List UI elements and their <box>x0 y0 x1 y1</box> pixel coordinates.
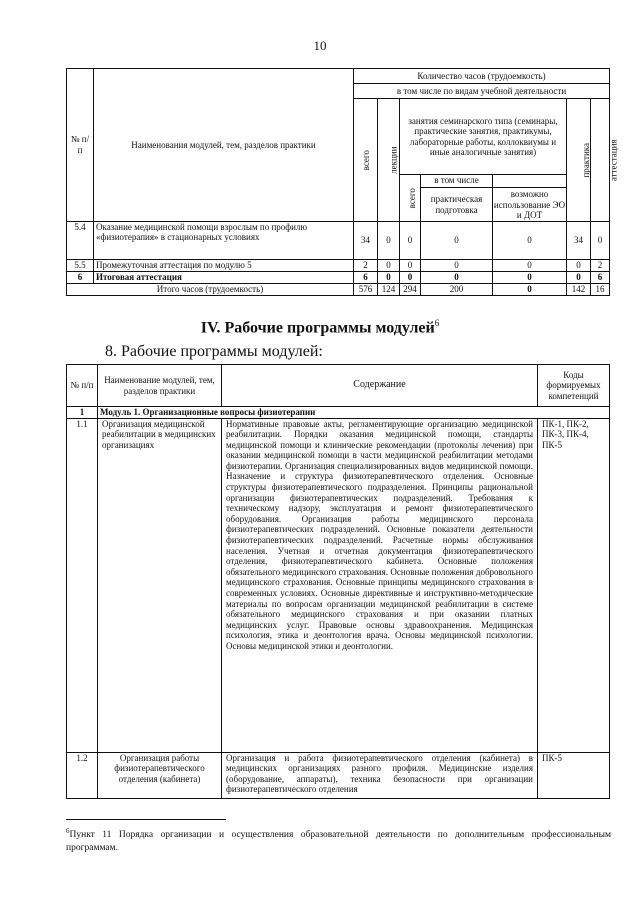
row-remote: 0 <box>493 221 567 259</box>
row-practical: 0 <box>421 221 493 259</box>
row-num: 5.5 <box>67 259 94 271</box>
module-row <box>67 407 610 419</box>
header-total-hours: Количество часов (трудоемкость) <box>354 69 610 84</box>
subheading: 8. Рабочие программы модулей: <box>105 343 323 360</box>
table-row <box>67 418 610 752</box>
module-num: 1 <box>67 407 98 419</box>
footnote-divider <box>66 819 226 820</box>
header-including: в том числе <box>421 175 492 188</box>
modules-header-codes: Коды формируемых компетенций <box>538 365 610 407</box>
row-num: 1.1 <box>67 418 98 752</box>
header-including-remote <box>493 175 567 222</box>
row-name: Организация медицинской реабилитации в медицинских организациях <box>98 418 222 752</box>
total-attestation: 16 <box>591 283 610 295</box>
table-row <box>67 259 610 271</box>
row-content: Нормативные правовые акты, регламентирующие организацию медицинской реабилитации. Порядки оказания медицинской помощи, стандарты медицинской помощи и клинические рекомендации (протоколы лечения) при оказании медицинской помощи в части медицинской реабилитации методами физиотерапии. Организация специализированных видов медицинской помощи. Назначение и структура физиотерапевтического отделения. Основные структуры физиотерапевтического подразделения. Принципы рациональной организации физиотерапевтических подразделений. Требования к техническому надзору, эксплуатация и ремонт физиотерапевтического оборудования. Организация работы медицинского персонала физиотерапевтических подразделений. Основные показатели деятельности физиотерапевтических подразделений. Расчетные нормы обслуживания населения. Учетная и отчетная документация физиотерапевтического отделения, физиотерапевтического кабинета. Основные положения обязательного медицинского страхования. Основные положения добровольного медицинского страхования. Основные принципы медицинского страхования в современных условиях. Основные директивные и инструктивно-методические материалы по вопросам организации медицинской реабилитации в системе обязательного медицинского страхования и при оказании платных медицинских услуг. Правовые основы здравоохранения. Медицинская психология, этика и деонтология врача. Основы медицинской психологии. Основы медицинской этики и деонтологии. <box>222 418 538 752</box>
row-total: 2 <box>354 259 378 271</box>
row-name: Итоговая аттестация <box>94 271 354 283</box>
row-attestation: 2 <box>591 259 610 271</box>
modules-table <box>66 364 610 799</box>
header-name: Наименования модулей, тем, разделов практики <box>94 69 354 222</box>
row-name: Оказание медицинской помощи взрослым по профилю «физиотерапия» в стационарных условиях <box>94 221 354 259</box>
row-practice: 0 <box>567 259 591 271</box>
hours-table <box>66 68 619 296</box>
total-lectures: 124 <box>378 283 400 295</box>
row-num: 6 <box>67 271 94 283</box>
table-row <box>67 271 610 283</box>
header-total: всего <box>354 99 378 222</box>
row-lectures: 0 <box>378 221 400 259</box>
total-practical: 200 <box>421 283 493 295</box>
row-num: 5.4 <box>67 221 94 259</box>
header-seminar-total: всего <box>400 175 421 222</box>
header-practice: практика <box>567 99 591 222</box>
row-practical: 0 <box>421 259 493 271</box>
table-row <box>67 752 610 798</box>
row-sem-total: 0 <box>400 221 421 259</box>
row-lectures: 0 <box>378 259 400 271</box>
row-practical: 0 <box>421 271 493 283</box>
header-seminar: занятия семинарского типа (семинары, практические занятия, практикумы, лабораторные работы, коллоквиумы и иные аналогичные занятия) <box>400 99 567 175</box>
row-remote: 0 <box>493 259 567 271</box>
modules-header-num: № п/п <box>67 365 98 407</box>
row-lectures: 0 <box>378 271 400 283</box>
total-practice: 142 <box>567 283 591 295</box>
row-num: 1.2 <box>67 752 98 798</box>
row-total: 6 <box>354 271 378 283</box>
total-remote: 0 <box>493 283 567 295</box>
row-content: Организация и работа физиотерапевтического отделения (кабинета) в медицинских организациях разного профиля. Медицинские изделия (оборудование, аппараты), техника безопасности при организации физиотерапевтического отделения <box>222 752 538 798</box>
row-name: Промежуточная аттестация по модулю 5 <box>94 259 354 271</box>
modules-header-name: Наименование модулей, тем, разделов практики <box>98 365 222 407</box>
row-practice: 0 <box>567 271 591 283</box>
header-practical-training: практическая подготовка <box>430 194 483 215</box>
header-remote: возможно использование ЭО и ДОТ <box>493 189 566 220</box>
footnote-text: Пункт 11 Порядка организации и осуществления образовательной деятельности по дополнительным профессиональным программам. <box>66 830 611 854</box>
row-total: 34 <box>354 221 378 259</box>
row-sem-total: 0 <box>400 271 421 283</box>
row-sem-total: 0 <box>400 259 421 271</box>
row-attestation: 0 <box>591 221 610 259</box>
header-attestation: аттестация <box>591 99 610 222</box>
total-sem-total: 294 <box>400 283 421 295</box>
total-label: Итого часов (трудоемкость) <box>67 283 354 295</box>
row-codes: ПК-1, ПК-2, ПК-3, ПК-4, ПК-5 <box>538 418 610 752</box>
footnote <box>66 825 611 855</box>
modules-header-content: Содержание <box>222 365 538 407</box>
total-row <box>67 283 610 295</box>
header-by-type: в том числе по видам учебной деятельности <box>354 84 610 99</box>
row-practice: 34 <box>567 221 591 259</box>
page-number: 10 <box>313 38 327 53</box>
header-num: № п/п <box>67 69 94 222</box>
row-codes: ПК-5 <box>538 752 610 798</box>
row-remote: 0 <box>493 271 567 283</box>
row-name: Организация работы физиотерапевтического отделения (кабинета) <box>98 752 222 798</box>
header-including-practical <box>421 175 493 222</box>
footnote-mark: 6 <box>66 827 70 835</box>
total-total: 576 <box>354 283 378 295</box>
footnote-ref: 6 <box>434 318 440 328</box>
section-heading: IV. Рабочие программы модулей$^6$ <box>200 318 440 337</box>
table-row <box>67 221 610 259</box>
header-lectures: лекции <box>378 99 400 222</box>
module-title: Модуль 1. Организационные вопросы физиотерапии <box>98 407 610 419</box>
row-attestation: 6 <box>591 271 610 283</box>
